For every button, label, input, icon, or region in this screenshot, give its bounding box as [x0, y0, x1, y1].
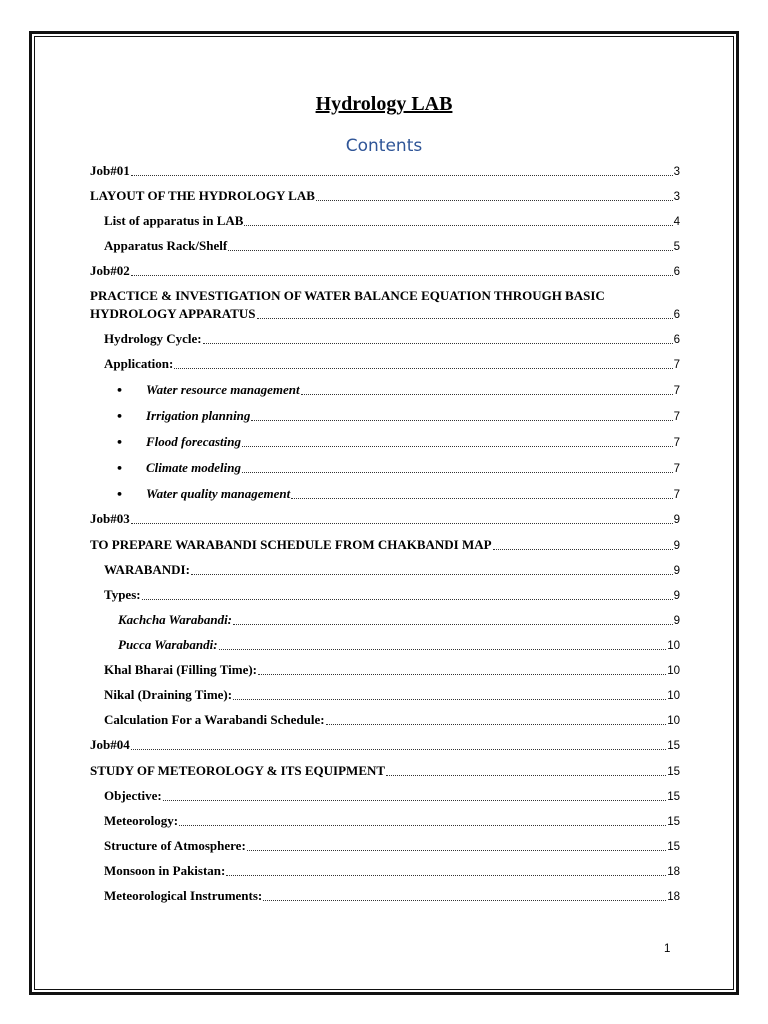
toc-entry-instruments[interactable]: Meteorological Instruments: 18	[104, 888, 680, 903]
contents-heading: Contents	[345, 136, 423, 156]
toc-entry-warabandi[interactable]: WARABANDI: 9	[104, 562, 680, 577]
toc-entry-hydrology-cycle[interactable]: Hydrology Cycle: 6	[104, 331, 680, 346]
toc-entry-meteorology-study[interactable]: STUDY OF METEOROLOGY & ITS EQUIPMENT 15	[90, 763, 680, 778]
toc-entry-khal-bharai[interactable]: Khal Bharai (Filling Time): 10	[104, 662, 680, 677]
toc-entry-monsoon[interactable]: Monsoon in Pakistan: 18	[104, 863, 680, 878]
toc-entry-kachcha[interactable]: Kachcha Warabandi: 9	[118, 612, 680, 627]
bullet-icon: •	[116, 488, 124, 501]
toc-entry-job01[interactable]: Job#01 3	[90, 163, 680, 178]
bullet-icon: •	[116, 436, 124, 449]
toc-entry-apparatus-list[interactable]: List of apparatus in LAB 4	[104, 213, 680, 228]
toc-entry-water-quality[interactable]: • Water quality management 7	[116, 486, 680, 501]
toc-entry-application[interactable]: Application: 7	[104, 356, 680, 371]
toc-entry-types[interactable]: Types: 9	[104, 587, 680, 602]
toc-entry-job04[interactable]: Job#04 15	[90, 737, 680, 752]
toc-entry-nikal[interactable]: Nikal (Draining Time): 10	[104, 687, 680, 702]
toc-entry-atmosphere[interactable]: Structure of Atmosphere: 15	[104, 838, 680, 853]
toc-entry-calculation[interactable]: Calculation For a Warabandi Schedule: 10	[104, 712, 680, 727]
toc-entry-job02[interactable]: Job#02 6	[90, 263, 680, 278]
toc-entry-water-balance-line1[interactable]: PRACTICE & INVESTIGATION OF WATER BALANCE EQUATION THROUGH BASIC	[90, 288, 605, 303]
toc-entry-irrigation[interactable]: • Irrigation planning 7	[116, 408, 680, 423]
toc-entry-warabandi-schedule[interactable]: TO PREPARE WARABANDI SCHEDULE FROM CHAKBANDI MAP 9	[90, 537, 680, 552]
bullet-icon: •	[116, 462, 124, 475]
document-title: Hydrology LAB	[315, 93, 453, 115]
bullet-icon: •	[116, 384, 124, 397]
toc-entry-apparatus-rack[interactable]: Apparatus Rack/Shelf 5	[104, 238, 680, 253]
toc-entry-layout[interactable]: LAYOUT OF THE HYDROLOGY LAB 3	[90, 188, 680, 203]
toc-entry-water-resource[interactable]: • Water resource management 7	[116, 382, 680, 397]
toc-entry-flood[interactable]: • Flood forecasting 7	[116, 434, 680, 449]
bullet-icon: •	[116, 410, 124, 423]
toc-entry-climate[interactable]: • Climate modeling 7	[116, 460, 680, 475]
page-number: 1	[664, 943, 671, 955]
toc-entry-pucca[interactable]: Pucca Warabandi: 10	[118, 637, 680, 652]
toc-entry-job03[interactable]: Job#03 9	[90, 511, 680, 526]
toc-entry-water-balance[interactable]: HYDROLOGY APPARATUS 6	[90, 306, 680, 321]
toc-entry-meteorology[interactable]: Meteorology: 15	[104, 813, 680, 828]
toc-entry-objective[interactable]: Objective: 15	[104, 788, 680, 803]
